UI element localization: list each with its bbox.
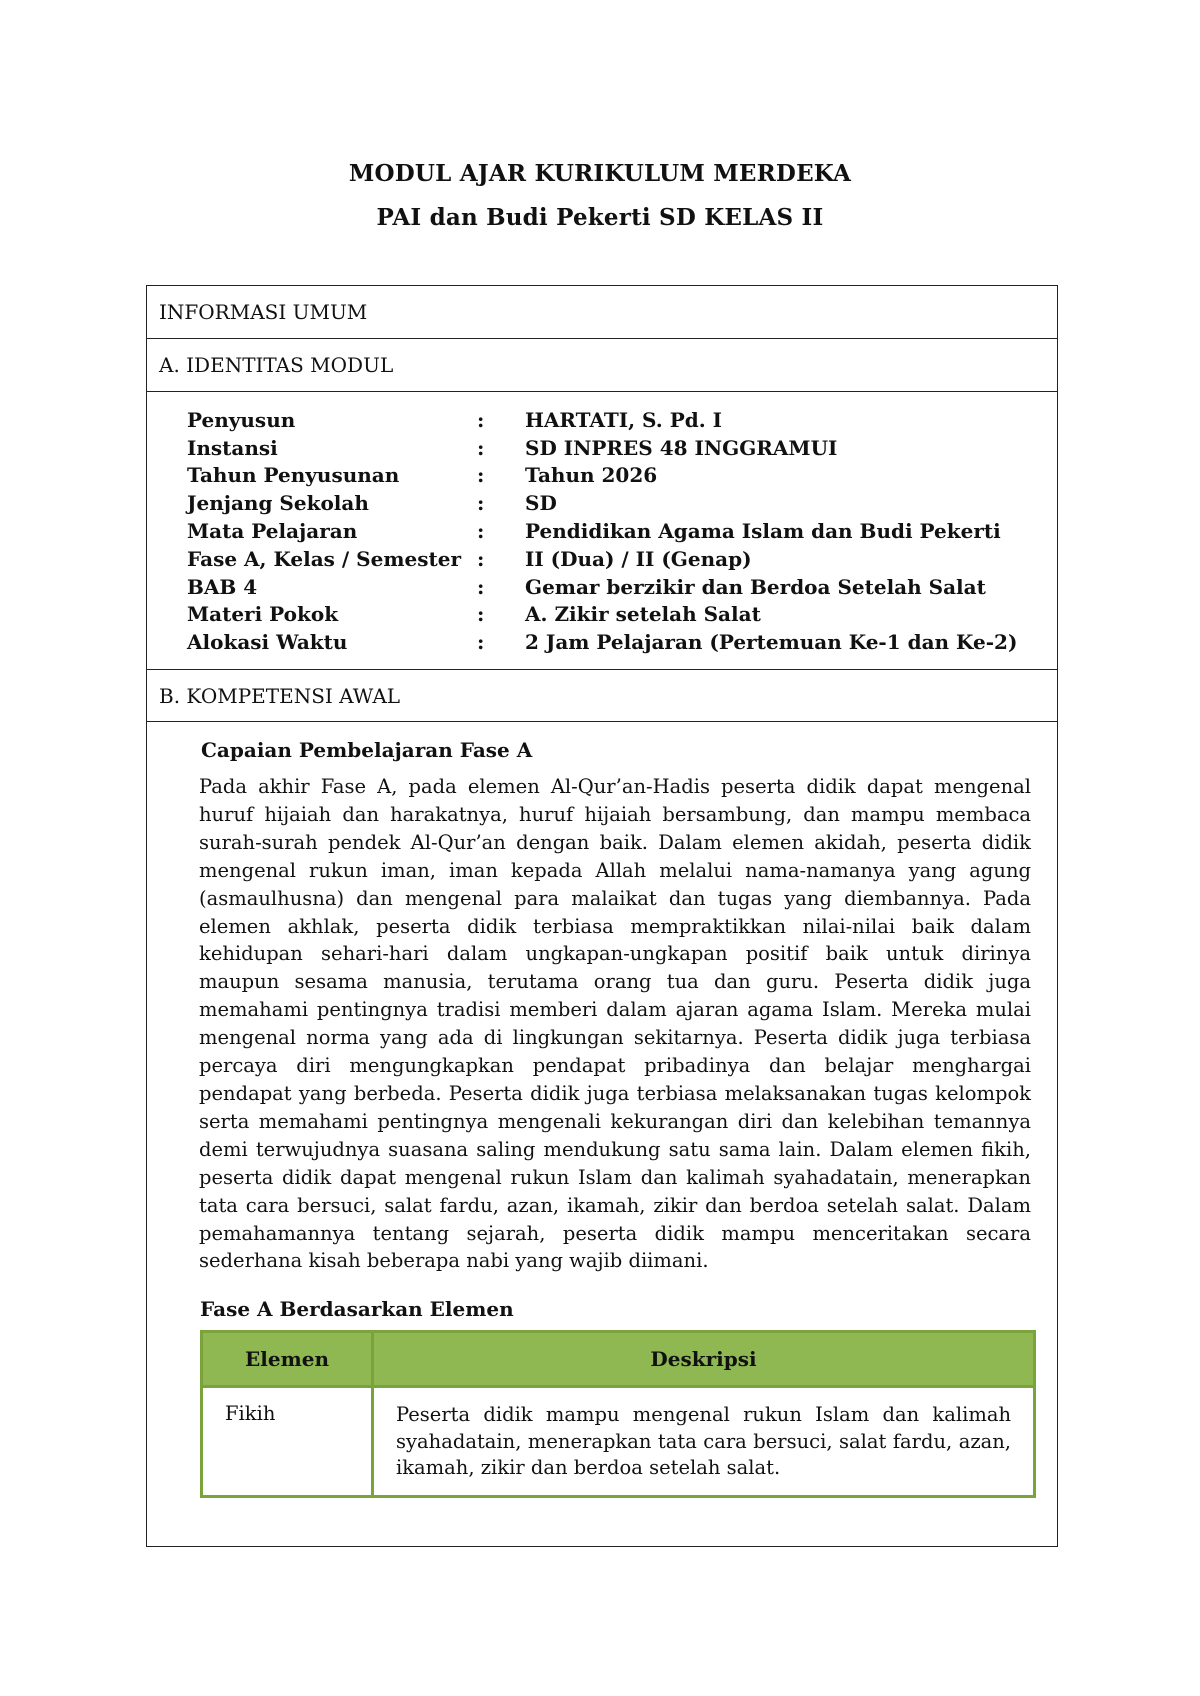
section-informasi-umum-label: INFORMASI UMUM	[159, 300, 368, 324]
identity-row	[187, 489, 1017, 517]
table-header-row	[203, 1333, 1033, 1388]
identity-value: II (Dua) / II (Genap)	[525, 546, 752, 571]
identity-row	[187, 462, 1017, 490]
identity-label: Alokasi Waktu	[187, 630, 348, 655]
section-informasi-umum	[147, 286, 1057, 339]
document-title: MODUL AJAR KURIKULUM MERDEKA	[348, 160, 852, 187]
identity-colon: :	[477, 407, 485, 432]
identity-label: BAB 4	[187, 574, 258, 599]
identity-row	[187, 601, 1017, 629]
identity-value: Gemar berzikir dan Berdoa Setelah Salat	[525, 574, 986, 599]
section-identitas-modul	[147, 339, 1057, 392]
elemen-table	[200, 1330, 1036, 1498]
table-cell-deskripsi: Peserta didik mampu mengenal rukun Islam dan kalimah syahadatain, menerapkan tata cara bersuci, salat fardu, azan, ikamah, zikir dan berdoa setelah salat.	[396, 1403, 1011, 1479]
identity-label: Jenjang Sekolah	[187, 491, 369, 516]
section-kompetensi-awal-label: B. KOMPETENSI AWAL	[159, 683, 401, 708]
identity-label: Fase A, Kelas / Semester	[187, 546, 461, 571]
identity-row	[187, 573, 1017, 601]
capaian-heading: Capaian Pembelajaran Fase A	[201, 738, 533, 762]
identity-value: SD	[525, 491, 557, 516]
identity-row	[187, 434, 1017, 462]
identity-label: Penyusun	[187, 407, 296, 432]
document-subtitle: PAI dan Budi Pekerti SD KELAS II	[376, 204, 824, 231]
identity-value: 2 Jam Pelajaran (Pertemuan Ke-1 dan Ke-2)	[525, 630, 1018, 655]
identity-colon: :	[477, 435, 485, 460]
table-cell-elemen: Fikih	[203, 1388, 374, 1495]
identity-value: Pendidikan Agama Islam dan Budi Pekerti	[525, 519, 1001, 544]
identity-label: Instansi	[187, 435, 278, 460]
table-row	[203, 1388, 1033, 1495]
section-kompetensi-awal	[147, 669, 1057, 722]
identity-label: Tahun Penyusunan	[187, 463, 400, 488]
module-info-box	[146, 285, 1058, 1547]
identity-colon: :	[477, 574, 485, 599]
identity-list	[187, 406, 1017, 656]
identity-colon: :	[477, 630, 485, 655]
identity-value: SD INPRES 48 INGGRAMUI	[525, 435, 838, 460]
identity-row	[187, 545, 1017, 573]
table-header-elemen: Elemen	[203, 1333, 374, 1385]
identity-row	[187, 406, 1017, 434]
identity-colon: :	[477, 602, 485, 627]
identity-value: HARTATI, S. Pd. I	[525, 407, 723, 432]
fase-heading: Fase A Berdasarkan Elemen	[200, 1297, 514, 1321]
identity-label: Materi Pokok	[187, 602, 339, 627]
identity-value: Tahun 2026	[525, 463, 658, 488]
identity-colon: :	[477, 491, 485, 516]
capaian-paragraph: Pada akhir Fase A, pada elemen Al-Qur’an-Hadis peserta didik dapat mengenal huruf hijaiah dan harakatnya, huruf hijaiah bersambung, dan mampu membaca surah-surah pendek Al-Qur’an dengan baik. Dalam elemen akidah, peserta didik mengenal rukun iman, iman kepada Allah melalui nama-namanya yang agung (asmaulhusna) dan mengenal para malaikat dan tugas yang diembannya. Pada elemen akhlak, peserta didik terbiasa mempraktikkan nilai-nilai baik dalam kehidupan sehari-hari dalam ungkapan-ungkapan positif baik untuk dirinya maupun sesama manusia, terutama orang tua dan guru. Peserta didik juga memahami pentingnya tradisi memberi dalam ajaran agama Islam. Mereka mulai mengenal norma yang ada di lingkungan sekitarnya. Peserta didik juga terbiasa percaya diri mengungkapkan pendapat pribadinya dan belajar menghargai pendapat yang berbeda. Peserta didik juga terbiasa melaksanakan tugas kelompok serta memahami pentingnya mengenali kekurangan diri dan kelebihan temannya demi terwujudnya suasana saling mendukung satu sama lain. Dalam elemen fikih, peserta didik dapat mengenal rukun Islam dan kalimah syahadatain, menerapkan tata cara bersuci, salat fardu, azan, ikamah, zikir dan berdoa setelah salat. Dalam pemahamannya tentang sejarah, peserta didik mampu menceritakan secara sederhana kisah beberapa nabi yang wajib diimani.	[199, 775, 1031, 1273]
identity-label: Mata Pelajaran	[187, 519, 358, 544]
identity-row	[187, 628, 1017, 656]
identity-colon: :	[477, 519, 485, 544]
identity-row	[187, 517, 1017, 545]
identity-colon: :	[477, 546, 485, 571]
identity-colon: :	[477, 463, 485, 488]
section-identitas-modul-label: A. IDENTITAS MODUL	[159, 353, 394, 377]
identity-value: A. Zikir setelah Salat	[525, 602, 761, 627]
table-header-deskripsi: Deskripsi	[650, 1347, 757, 1371]
